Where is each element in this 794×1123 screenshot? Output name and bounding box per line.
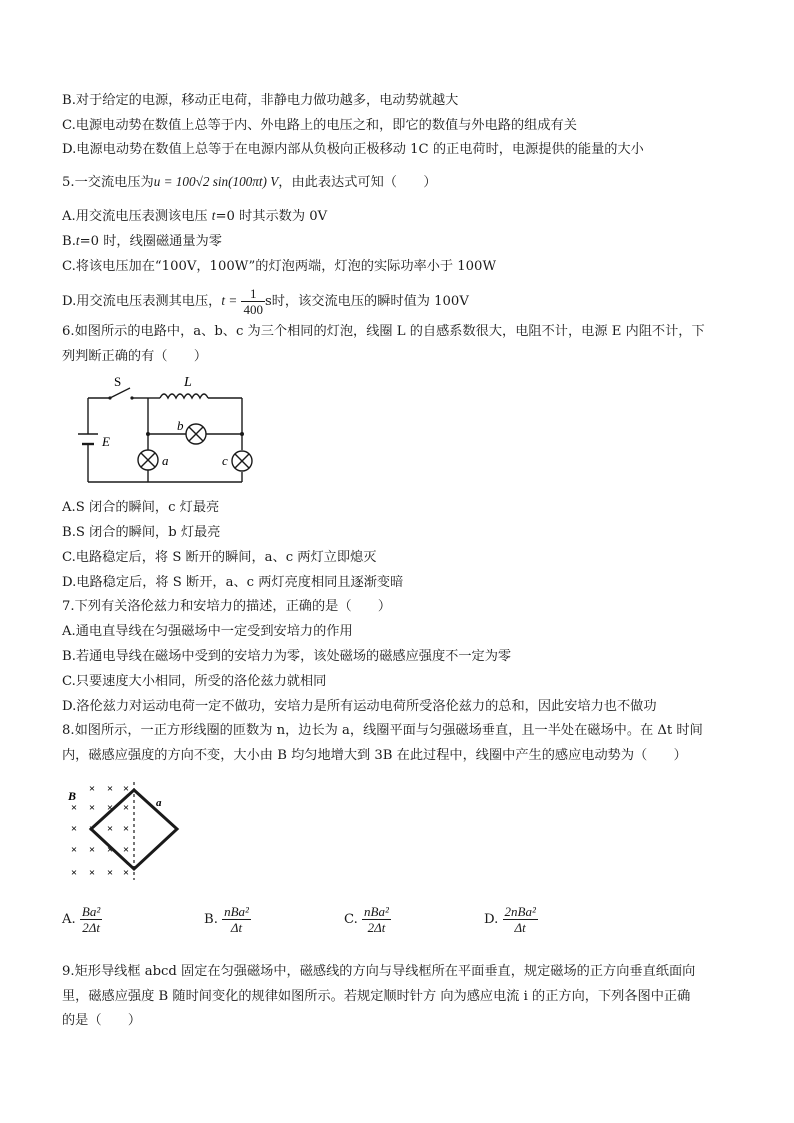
q8-a-den: 2Δt: [82, 920, 100, 935]
q6-option-b: B.S 闭合的瞬间，b 灯最亮: [62, 525, 221, 540]
q5-formula: u = 100√2 sin(100πt) V: [153, 174, 279, 189]
q4-option-b: B.对于给定的电源，移动正电荷，非静电力做功越多，电动势就越大: [62, 93, 459, 108]
q8-c-label: C.: [344, 912, 358, 927]
q5-stem-pre: 5.一交流电压为: [62, 175, 154, 190]
q8-option-a: [62, 904, 102, 935]
q6-stem-line1: 6.如图所示的电路中，a、b、c 为三个相同的灯泡，线圈 L 的自感系数很大，电阻不计，电源 E 内阻不计，下: [62, 324, 705, 339]
q5-stem: [62, 173, 437, 192]
q5-d-pre: D.用交流电压表测其电压，: [62, 294, 222, 309]
q5-option-c: C.将该电压加在“100V，100W”的灯泡两端，灯泡的实际功率小于 100W: [62, 259, 497, 274]
q8-b-num: nBa²: [224, 904, 249, 919]
field-cross: ×: [122, 867, 130, 879]
q8-a-fraction: [80, 904, 102, 935]
q8-c-num: nBa²: [364, 904, 389, 919]
q8-b-label: B.: [204, 912, 218, 927]
q5-b-post: =0 时，线圈磁通量为零: [79, 234, 222, 249]
q5-option-a: [62, 207, 327, 226]
q5-d-var: t =: [221, 293, 238, 308]
q8-d-fraction: [503, 904, 538, 935]
q8-d-label: D.: [484, 912, 499, 927]
field-cross: ×: [88, 802, 96, 814]
lamp-c-label: c: [222, 453, 228, 468]
q8-stem-line1: 8.如图所示，一正方形线圈的匝数为 n，边长为 a，线圈平面与匀强磁场垂直，且一半处在磁场中。在 Δt 时间: [62, 723, 703, 738]
q8-stem-line2: 内，磁感应强度的方向不变，大小由 B 均匀地增大到 3B 在此过程中，线圈中产生的感应电动势为（ ）: [62, 748, 687, 763]
q8-option-b: [204, 904, 251, 935]
q7-option-c: C.只要速度大小相同，所受的洛伦兹力就相同: [62, 674, 327, 689]
q8-coil-diagram: [64, 776, 194, 886]
switch-label: S: [114, 374, 122, 389]
inductor-label: L: [184, 375, 192, 390]
field-cross: ×: [106, 867, 114, 879]
q5-d-den: 400: [243, 302, 263, 317]
q8-c-fraction: [362, 904, 391, 935]
q8-c-den: 2Δt: [367, 920, 386, 935]
q7-option-a: A.通电直导线在匀强磁场中一定受到安培力的作用: [62, 624, 353, 639]
q8-d-den: Δt: [514, 920, 526, 935]
q8-b-den: Δt: [230, 920, 243, 935]
field-cross: ×: [88, 844, 96, 856]
q5-stem-post: ，由此表达式可知（ ）: [278, 175, 437, 190]
q5-b-var: t: [75, 233, 80, 248]
q6-option-a: A.S 闭合的瞬间，c 灯最亮: [62, 500, 220, 515]
field-cross: ×: [70, 867, 78, 879]
q9-stem-line1: 9.矩形导线框 abcd 固定在匀强磁场中，磁感线的方向与导线框所在平面垂直，规定磁场的正方向垂直纸面向: [62, 964, 696, 979]
q8-a-num: Ba²: [81, 904, 101, 919]
field-cross: ×: [106, 802, 114, 814]
field-cross: ×: [122, 823, 130, 835]
field-cross: ×: [70, 802, 78, 814]
q5-d-fraction: [241, 286, 265, 317]
battery-label: E: [102, 434, 110, 449]
q8-option-c: [344, 904, 391, 935]
q5-option-d: [62, 283, 469, 320]
q5-a-var: t: [211, 208, 216, 223]
q6-stem-line2: 列判断正确的有（ ）: [62, 349, 208, 364]
field-cross: ×: [70, 844, 78, 856]
field-cross: ×: [122, 802, 130, 814]
q8-d-num: 2nBa²: [504, 904, 536, 919]
q8-b-fraction: [222, 904, 251, 935]
side-label: a: [156, 797, 162, 809]
field-cross: ×: [122, 844, 130, 856]
q5-a-post: =0 时其示数为 0V: [215, 209, 328, 224]
field-cross: ×: [106, 783, 114, 795]
q5-b-pre: B.: [62, 234, 76, 249]
lamp-a-label: a: [162, 453, 169, 468]
lamp-b-label: b: [177, 418, 184, 433]
field-label: B: [68, 789, 77, 803]
q7-option-b: B.若通电导线在磁场中受到的安培力为零，该处磁场的磁感应强度不一定为零: [62, 649, 512, 664]
q6-option-d: D.电路稳定后，将 S 断开，a、c 两灯亮度相同且逐渐变暗: [62, 575, 404, 590]
field-cross: ×: [88, 823, 96, 835]
q9-stem-line3: 的是（ ）: [62, 1013, 142, 1028]
q8-option-d: [484, 904, 538, 935]
q9-stem-line2: 里，磁感应强度 B 随时间变化的规律如图所示。若规定顺时针方 向为感应电流 i 的正方向，下列各图中正确: [62, 989, 691, 1004]
field-cross: ×: [88, 783, 96, 795]
q4-option-d: D.电源电动势在数值上总等于在电源内部从负极向正极移动 1C 的正电荷时，电源提供的能量的大小: [62, 142, 644, 157]
q4-option-c: C.电源电动势在数值上总等于内、外电路上的电压之和，即它的数值与外电路的组成有关: [62, 118, 577, 133]
field-cross: ×: [106, 844, 114, 856]
q5-d-num: 1: [241, 286, 265, 302]
magnetic-field-crosses: [71, 783, 129, 879]
q5-d-post: s时，该交流电压的瞬时值为 100V: [264, 294, 469, 309]
q7-stem: 7.下列有关洛伦兹力和安培力的描述，正确的是（ ）: [62, 599, 392, 614]
q6-circuit-diagram: [70, 372, 270, 490]
q5-a-pre: A.用交流电压表测该电压: [62, 209, 212, 224]
field-cross: ×: [88, 867, 96, 879]
q6-option-c: C.电路稳定后，将 S 断开的瞬间，a、c 两灯立即熄灭: [62, 550, 377, 565]
q5-option-b: [62, 232, 222, 251]
field-cross: ×: [106, 823, 114, 835]
q8-a-label: A.: [62, 912, 76, 927]
field-cross: ×: [70, 823, 78, 835]
field-cross: ×: [122, 783, 130, 795]
q7-option-d: D.洛伦兹力对运动电荷一定不做功，安培力是所有运动电荷所受洛伦兹力的总和，因此安培力也不做功: [62, 699, 657, 714]
